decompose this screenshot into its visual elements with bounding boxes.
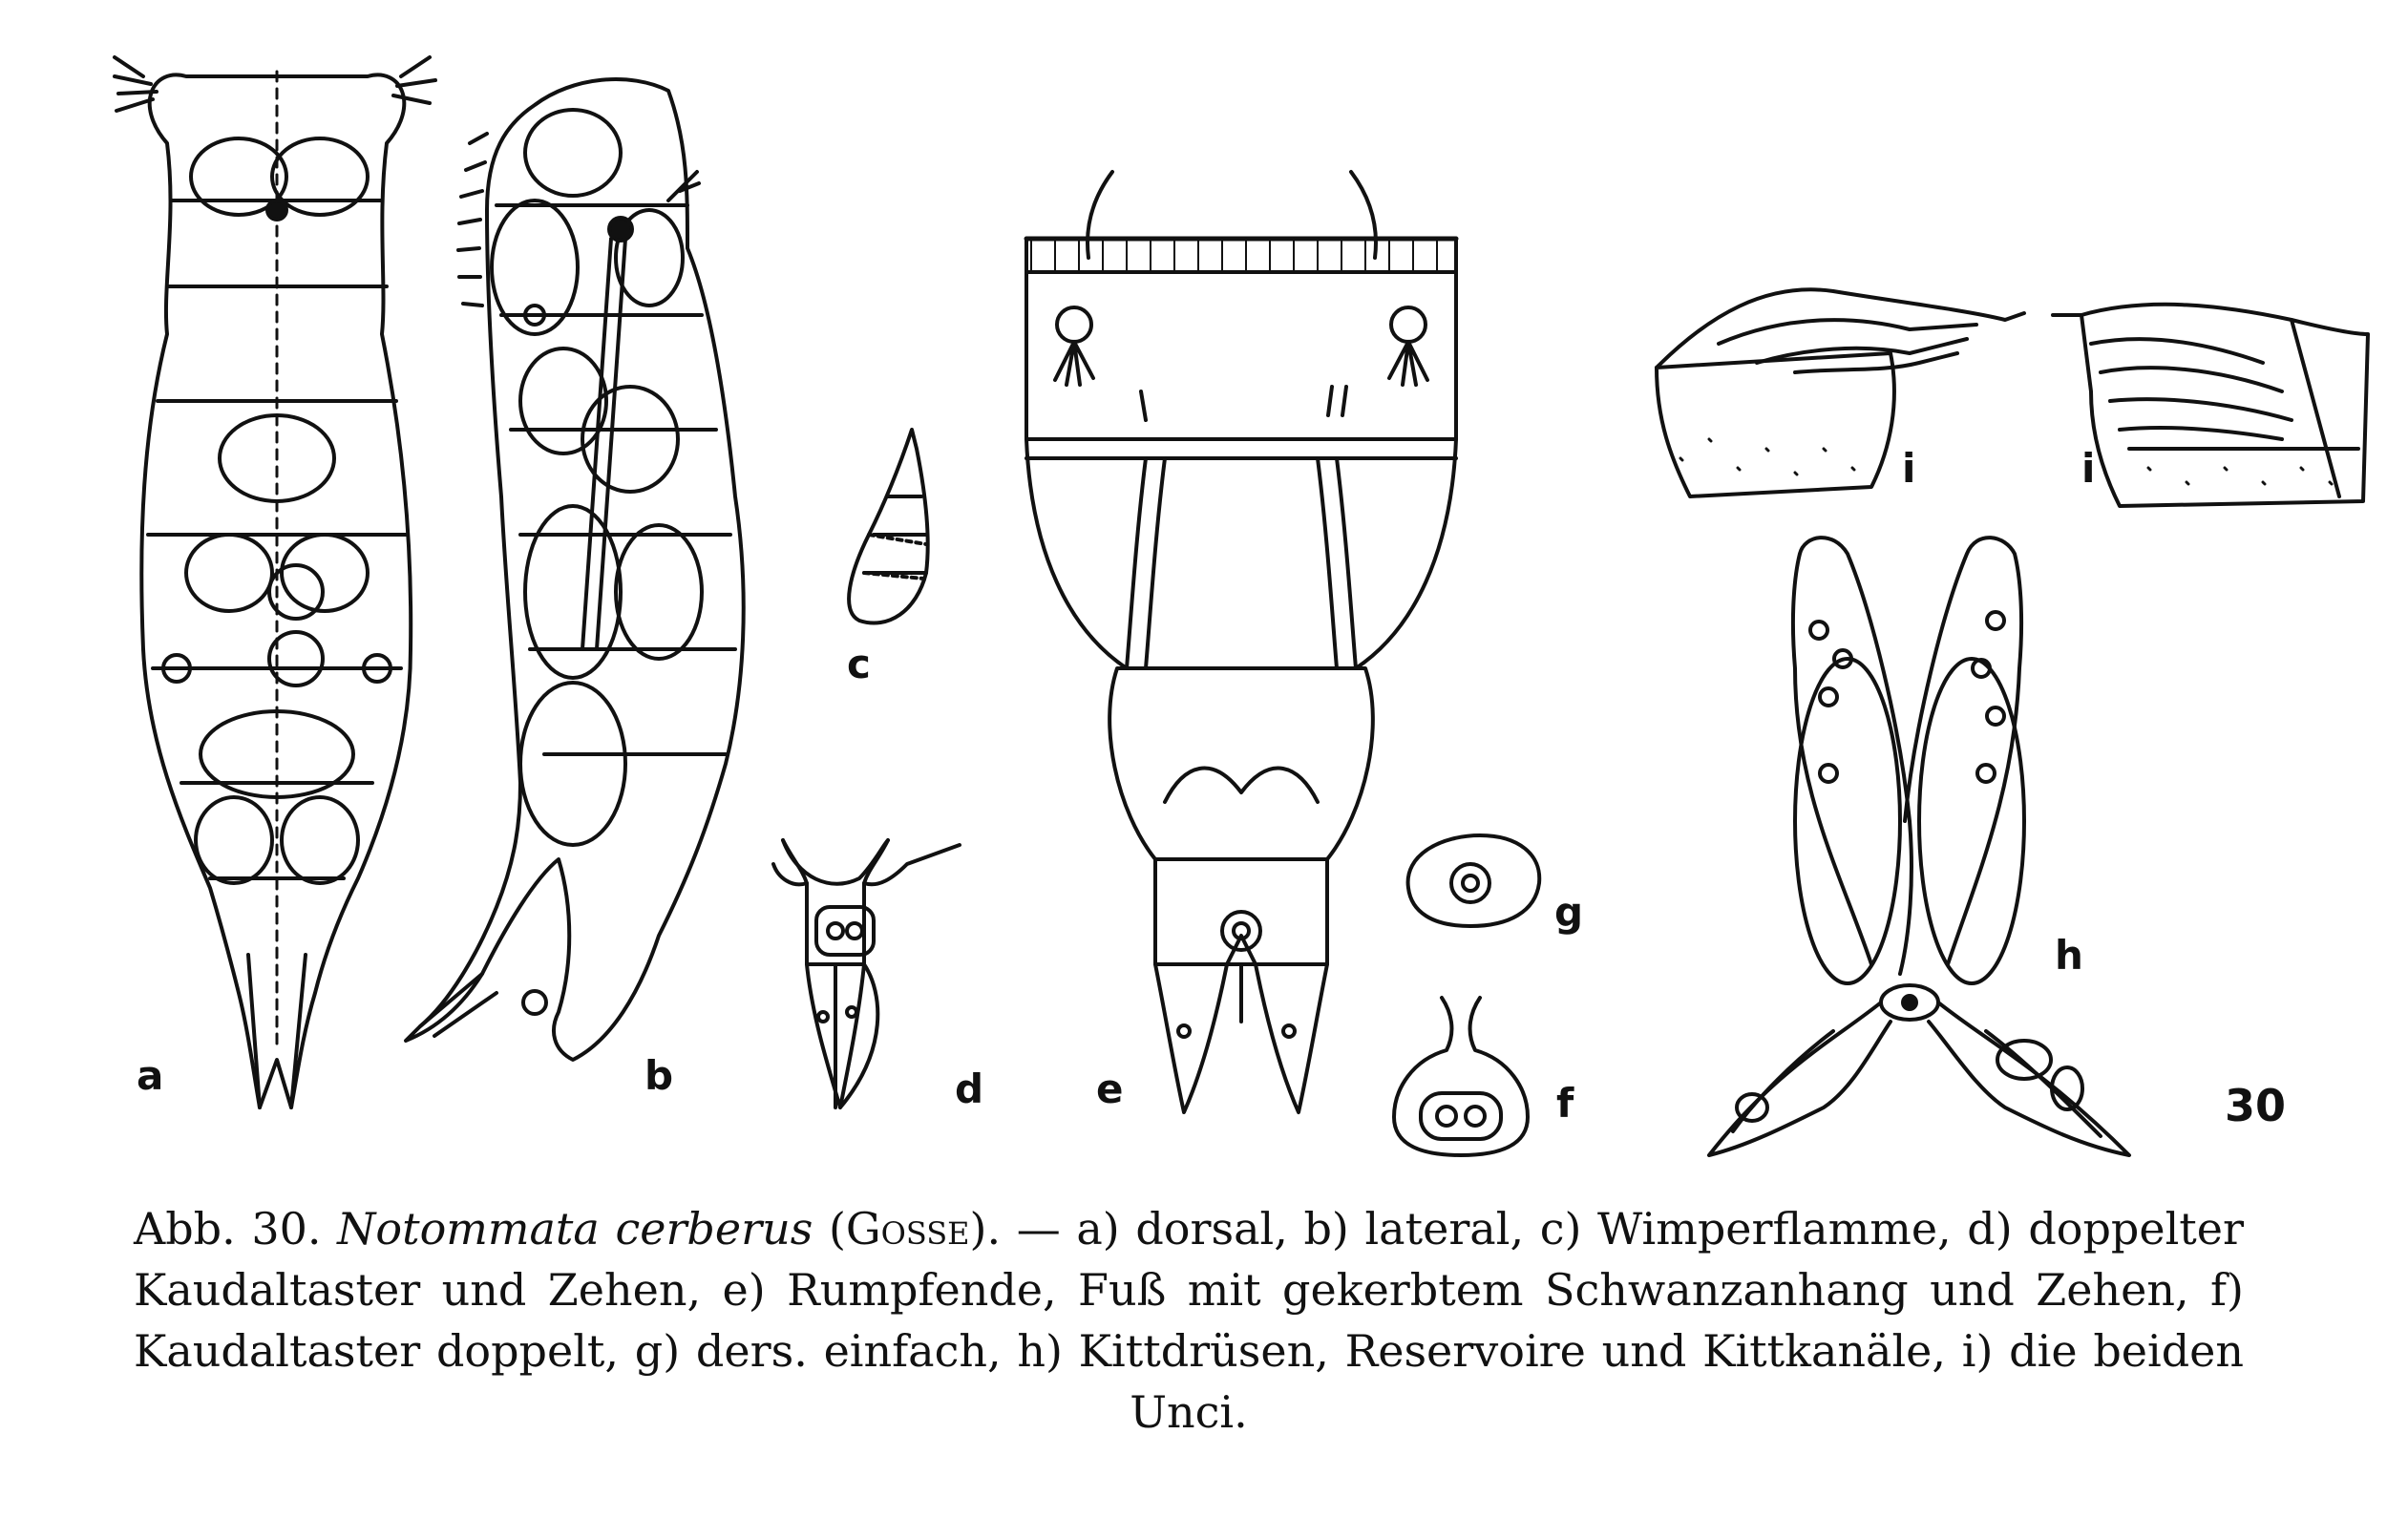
drawing-e-trunk-end [1026,172,1456,1112]
drawing-i-unci [1657,289,2368,506]
caption-text: . — a) dorsal, b) lateral, c) Wimperflamme, d) doppelter Kaudaltaster und Zehen, e) Rumpfende, Fuß mit gekerbtem Schwanzanhang und Zehen, f) Kaudaltaster doppelt, g) ders. einfach, h) Kittdrüsen, Reservoire und Kittkanäle, i) die beiden Unci. [134,1203,2244,1438]
label-a: a [137,1052,164,1099]
label-i-first: i [1902,445,1916,492]
drawing-f-caudal-palp-double [1394,998,1528,1155]
drawing-a-dorsal [115,57,435,1108]
drawing-g-caudal-palp-single [1408,835,1540,926]
caption-prefix: Abb. 30. [134,1203,338,1255]
figure-caption [134,1198,2244,1443]
label-i-second: i [2081,445,2096,492]
drawing-h-cement-glands [1709,538,2129,1155]
drawing-d-caudal-palp [773,840,960,1108]
caption-species: Notommata cerberus [337,1203,813,1255]
label-h: h [2055,932,2083,979]
drawing-b-lateral [406,79,744,1060]
caption-authority: (Gosse) [828,1203,987,1255]
label-e: e [1096,1065,1124,1112]
label-d: d [955,1065,984,1112]
label-b: b [644,1052,674,1099]
figure-number: 30 [2225,1080,2287,1131]
drawing-c-flame-cell [849,430,928,623]
label-f: f [1556,1080,1574,1127]
label-g: g [1554,889,1584,936]
label-c: c [847,641,871,687]
